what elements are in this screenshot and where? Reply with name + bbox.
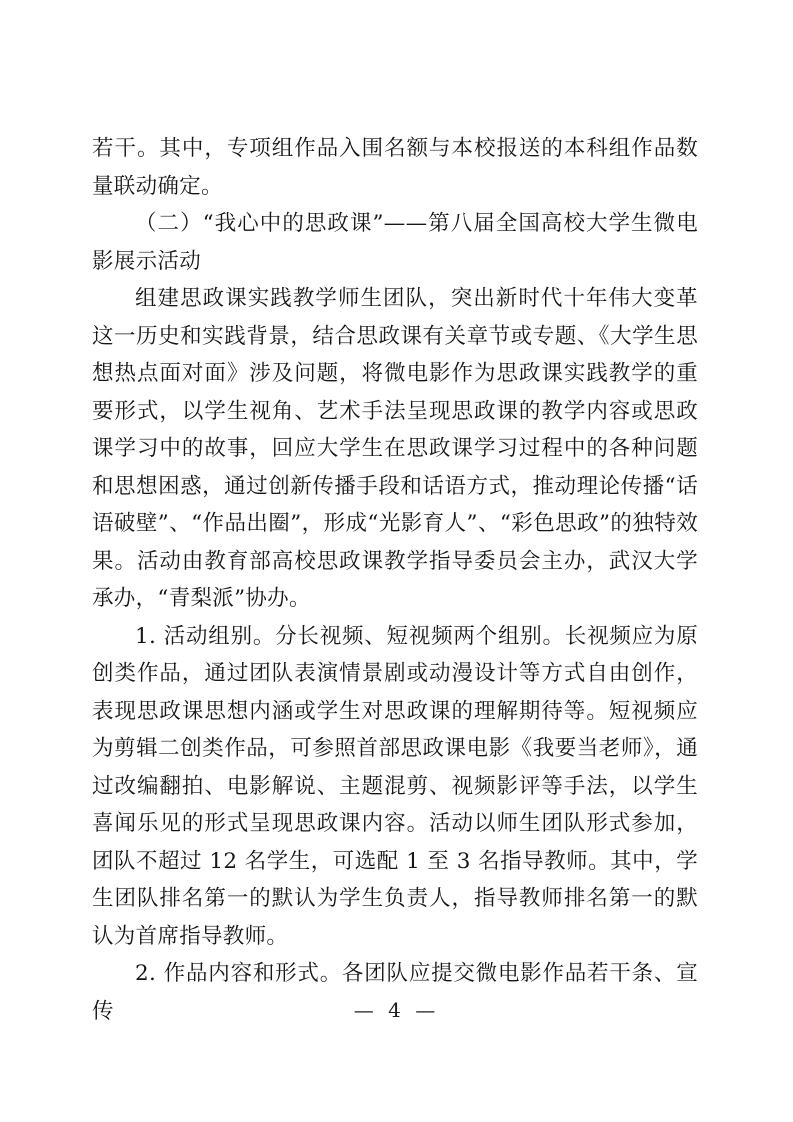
page-number: — 4 — (353, 998, 440, 1022)
paragraph-item-1-activity-groups: 1. 活动组别。分长视频、短视频两个组别。长视频应为原创类作品，通过团队表演情景剧或动漫设计等方式自由创作，表现思政课思想内涵或学生对思政课的理解期待等。短视频应为剪辑二创类作品，可参照首部思政课电影《我要当老师》，通过改编翻拍、电影解说、主题混剪、视频影评等手法，以学生喜闻乐见的形式呈现思政课内容。活动以师生团队形式参加，团队不超过 12 名学生，可选配 1 至 3 名指导教师。其中，学生团队排名第一的默认为学生负责人，指导教师排名第一的默认为首席指导教师。 (92, 623, 698, 949)
paragraph-item-2-content-form: 2. 作品内容和形式。各团队应提交微电影作品若干条、宣传 (92, 961, 698, 1024)
paragraph-activity-intro: 组建思政课实践教学师生团队，突出新时代十年伟大变革这一历史和实践背景，结合思政课有关章节或专题、《大学生思想热点面对面》涉及问题，将微电影作为思政课实践教学的重要形式，以学生视角、艺术手法呈现思政课的教学内容或思政课学习中的故事，回应大学生在思政课学习过程中的各种问题和思想困惑，通过创新传播手段和话语方式，推动理论传播“话语破壁”、“作品出圈”，形成“光影育人”、“彩色思政”的独特效果。活动由教育部高校思政课教学指导委员会主办，武汉大学承办，“青梨派”协办。 (92, 286, 698, 611)
document-body (92, 130, 698, 1030)
paragraph-continuation: 若干。其中，专项组作品入围名额与本校报送的本科组作品数量联动确定。 (92, 136, 698, 199)
subsection-heading: （二）“我心中的思政课”——第八届全国高校大学生微电影展示活动 (92, 211, 698, 274)
